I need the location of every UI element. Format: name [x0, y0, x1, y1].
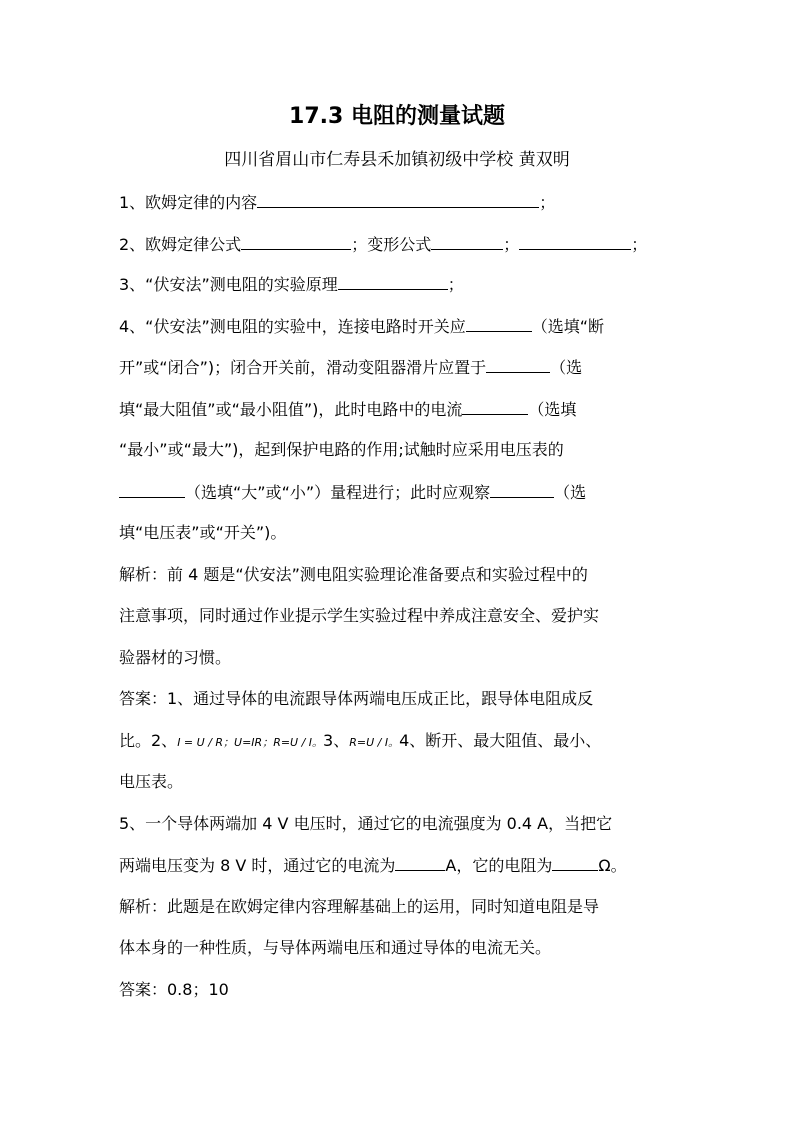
author-line: 四川省眉山市仁寿县禾加镇初级中学校 黄双明 [224, 150, 570, 170]
formula-resistance: R=U / I。 [349, 736, 400, 749]
answer-blank [119, 480, 185, 498]
question-4-line-6: 填“电压表”或“开关”)。 [119, 523, 287, 542]
answer-blank [552, 853, 598, 871]
analysis-1-line-3: 验器材的习惯。 [119, 648, 232, 667]
question-4-line-1: 4、“伏安法”测电阻的实验中，连接电路时开关应 （选填“断 [119, 314, 604, 339]
answer-blank [490, 480, 554, 498]
analysis-2-line-2: 体本身的一种性质，与导体两端电压和通过导体的电流无关。 [119, 938, 552, 957]
answer-blank [431, 232, 503, 250]
answer-blank [395, 853, 445, 871]
analysis-1-line-1: 解析：前 4 题是“伏安法”测电阻实验理论准备要点和实验过程中的 [119, 565, 588, 584]
answer-blank [241, 232, 351, 250]
answer-blank [338, 272, 448, 290]
question-3: 3、“伏安法”测电阻的实验原理 ； [119, 272, 464, 297]
analysis-2-line-1: 解析：此题是在欧姆定律内容理解基础上的运用，同时知道电阻是导 [119, 897, 600, 916]
answer-1-line-3: 电压表。 [119, 772, 184, 791]
analysis-1-line-2: 注意事项，同时通过作业提示学生实验过程中养成注意安全、爱护实 [119, 606, 600, 625]
question-2: 2、欧姆定律公式 ；变形公式 ； ； [119, 232, 647, 257]
page-title: 17.3 电阻的测量试题 [289, 104, 505, 129]
formula-ohms-law: I = U / R；U=IR；R=U / I。 [177, 736, 324, 749]
question-4-line-5: （选填“大”或“小”）量程进行；此时应观察 （选 [119, 480, 586, 505]
question-1: 1、欧姆定律的内容 ； [119, 190, 555, 215]
question-5-line-1: 5、一个导体两端加 4 V 电压时，通过它的电流强度为 0.4 A，当把它 [119, 814, 613, 833]
question-5-line-2: 两端电压变为 8 V 时，通过它的电流为 A，它的电阻为 Ω。 [119, 853, 627, 878]
answer-blank [519, 232, 631, 250]
answer-1-line-1: 答案：1、通过导体的电流跟导体两端电压成正比，跟导体电阻成反 [119, 689, 594, 708]
answer-blank [466, 314, 532, 332]
answer-blank [462, 397, 528, 415]
answer-1-line-2: 比。2、I = U / R；U=IR；R=U / I。3、R=U / I。4、断开、最大阻值、最小、 [119, 731, 602, 750]
question-4-line-2: 开”或“闭合”)；闭合开关前，滑动变阻器滑片应置于 （选 [119, 355, 582, 380]
question-4-line-3: 填“最大阻值”或“最小阻值”)，此时电路中的电流 （选填 [119, 397, 576, 422]
answer-2: 答案：0.8；10 [119, 980, 229, 999]
question-4-line-4: “最小”或“最大”)，起到保护电路的作用;试触时应采用电压表的 [119, 440, 564, 459]
answer-blank [257, 190, 539, 208]
answer-blank [486, 355, 550, 373]
